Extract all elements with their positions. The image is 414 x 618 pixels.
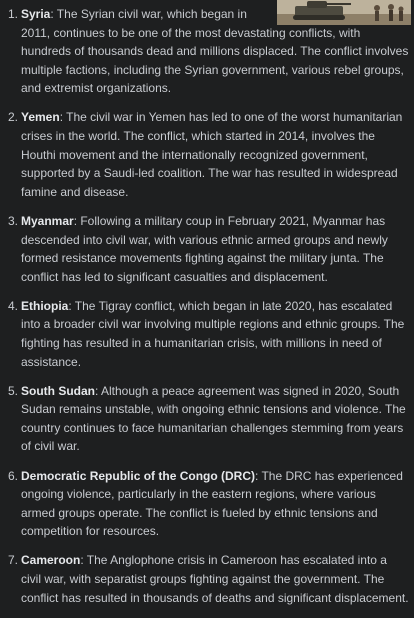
list-item-text bbox=[21, 467, 410, 541]
list-item-text bbox=[21, 212, 410, 286]
list-number: 1. bbox=[8, 7, 19, 21]
list-number: 7. bbox=[8, 553, 19, 568]
country-name: Syria bbox=[21, 7, 51, 21]
country-description: : Although a peace agreement was signed in 2020, South Sudan remains unstable, with ongoing ethnic tensions and violence. The country continues to face humanitarian challenges stemming from years of civil war. bbox=[21, 383, 406, 454]
list-item-yemen bbox=[8, 108, 410, 201]
country-description: : Following a military coup in February 2021, Myanmar has descended into civil war, with various ethnic armed groups and newly formed resistance movements fighting against the military junta. The conflict has led to significant casualties and displacement. bbox=[21, 213, 388, 284]
thumbnail-spacer bbox=[278, 5, 410, 22]
list-item-cameroon bbox=[8, 551, 410, 607]
country-name: Ethiopia bbox=[21, 298, 69, 313]
list-item-text bbox=[21, 551, 410, 607]
list-number: 4. bbox=[8, 298, 19, 313]
country-description: : The civil war in Yemen has led to one of the worst humanitarian crises in the world. The conflict, which started in 2014, involves the Houthi movement and the internationally recognized government, supported by a Saudi-led coalition. The war has resulted in widespread famine and disease. bbox=[21, 110, 403, 199]
country-name: South Sudan bbox=[21, 383, 95, 398]
country-description: : The Anglophone crisis in Cameroon has escalated into a civil war, with separatist groups fighting against the government. The conflict has resulted in thousands of deaths and significant displacement. bbox=[21, 553, 409, 605]
list-item-text bbox=[21, 108, 410, 201]
conflict-list bbox=[8, 5, 410, 618]
country-description: : The Syrian civil war, which began in 2011, continues to be one of the most devastating conflicts, with hundreds of thousands dead and millions displaced. The conflict involves multiple factions, including the Syrian government, various rebel groups, and extremist organizations. bbox=[21, 7, 409, 96]
country-description: : The Tigray conflict, which began in late 2020, has escalated into a broader civil war involving multiple regions and ethnic groups. The fighting has resulted in a humanitarian crisis, with millions in need of assistance. bbox=[21, 298, 405, 369]
list-number: 2. bbox=[8, 110, 19, 125]
list-item-text bbox=[21, 297, 410, 371]
list-number: 3. bbox=[8, 213, 19, 228]
list-item-syria bbox=[8, 5, 410, 98]
country-name: Yemen bbox=[21, 110, 60, 125]
list-item-ethiopia bbox=[8, 297, 410, 371]
list-item-south-sudan bbox=[8, 382, 410, 456]
list-item-myanmar bbox=[8, 212, 410, 286]
country-name: Myanmar bbox=[21, 213, 74, 228]
list-item-text bbox=[21, 5, 410, 98]
list-number: 6. bbox=[8, 468, 19, 483]
country-description: : The DRC has experienced ongoing violence, particularly in the eastern regions, where various armed groups operate. The conflict is fueled by ethnic tensions and competition for resources. bbox=[21, 468, 403, 539]
list-number: 5. bbox=[8, 383, 19, 398]
country-name: Cameroon bbox=[21, 553, 81, 568]
list-item-drc bbox=[8, 467, 410, 541]
country-name: Democratic Republic of the Congo (DRC) bbox=[21, 468, 256, 483]
list-item-text bbox=[21, 382, 410, 456]
